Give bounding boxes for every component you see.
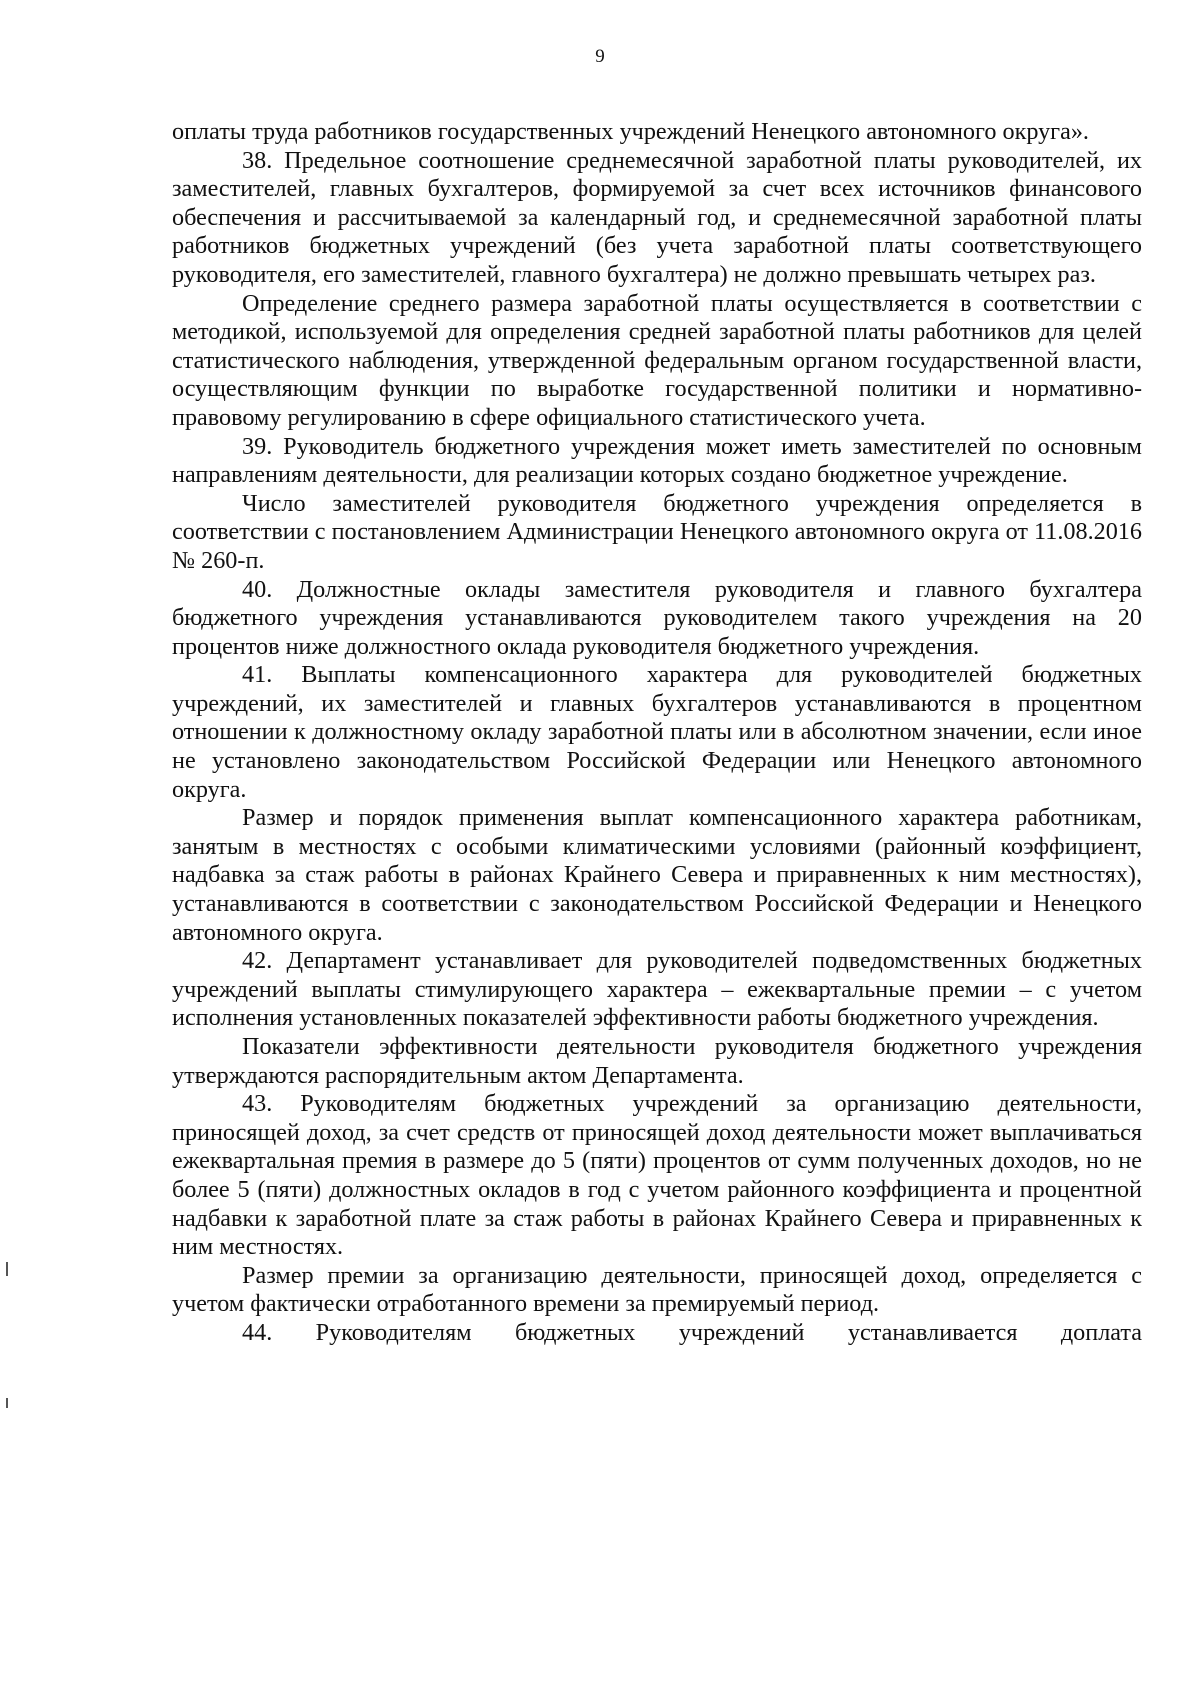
scan-margin-mark	[6, 1262, 8, 1276]
paragraph: Показатели эффективности деятельности руководителя бюджетного учреждения утверждаются распорядительным актом Департамента.	[172, 1033, 1142, 1089]
paragraph-item-42: 42. Департамент устанавливает для руководителей подведомственных бюджетных учреждений выплаты стимулирующего характера – ежеквартальные премии – с учетом исполнения установленных показателей эффективности работы бюджетного учреждения.	[172, 947, 1142, 1032]
paragraph: Размер и порядок применения выплат компенсационного характера работникам, занятым в местностях с особыми климатическими условиями (районный коэффициент, надбавка за стаж работы в районах Крайнего Севера и приравненных к ним местностях), устанавливаются в соответствии с законодательством Российской Федерации и Ненецкого автономного округа.	[172, 804, 1142, 946]
paragraph-item-39: 39. Руководитель бюджетного учреждения может иметь заместителей по основным направлениям деятельности, для реализации которых создано бюджетное учреждение.	[172, 432, 1142, 489]
page-number: 9	[595, 46, 605, 67]
paragraph-item-38: 38. Предельное соотношение среднемесячной заработной платы руководителей, их заместителей, главных бухгалтеров, формируемой за счет всех источников финансового обеспечения и рассчитываемой за календарный год, и среднемесячной заработной платы работников бюджетных учреждений (без учета заработной платы соответствующего руководителя, его заместителей, главного бухгалтера) не должно превышать четырех раз.	[172, 146, 1142, 288]
paragraph-item-44: 44. Руководителям бюджетных учреждений устанавливается доплата	[242, 1318, 1142, 1346]
paragraph: оплаты труда работников государственных учреждений Ненецкого автономного округа».	[172, 118, 1089, 145]
paragraph-item-40: 40. Должностные оклады заместителя руководителя и главного бухгалтера бюджетного учреждения устанавливаются руководителем такого учреждения на 20 процентов ниже должностного оклада руководителя бюджетного учреждения.	[172, 575, 1142, 660]
paragraph-item-41: 41. Выплаты компенсационного характера для руководителей бюджетных учреждений, их заместителей и главных бухгалтеров устанавливаются в процентном отношении к должностному окладу заработной платы или в абсолютном значении, если иное не установлено законодательством Российской Федерации или Ненецкого автономного округа.	[172, 661, 1142, 803]
scan-margin-mark	[6, 1398, 8, 1408]
paragraph: Число заместителей руководителя бюджетного учреждения определяется в соответствии с постановлением Администрации Ненецкого автономного округа от 11.08.2016 № 260-п.	[172, 489, 1142, 574]
document-body	[172, 118, 1142, 1348]
paragraph: Размер премии за организацию деятельности, приносящей доход, определяется с учетом фактически отработанного времени за премируемый период.	[172, 1261, 1142, 1318]
paragraph: Определение среднего размера заработной платы осуществляется в соответствии с методикой, используемой для определения средней заработной платы работников для целей статистического наблюдения, утвержденной федеральным органом государственной власти, осуществляющим функции по выработке государственной политики и нормативно-правовому регулированию в сфере официального статистического учета.	[172, 289, 1142, 431]
paragraph-item-43: 43. Руководителям бюджетных учреждений за организацию деятельности, приносящей доход, за счет средств от приносящей доход деятельности может выплачиваться ежеквартальная премия в размере до 5 (пяти) процентов от сумм полученных доходов, но не более 5 (пяти) должностных окладов в год с учетом районного коэффициента и процентной надбавки к заработной плате за стаж работы в районах Крайнего Севера и приравненных к ним местностях.	[172, 1090, 1142, 1261]
